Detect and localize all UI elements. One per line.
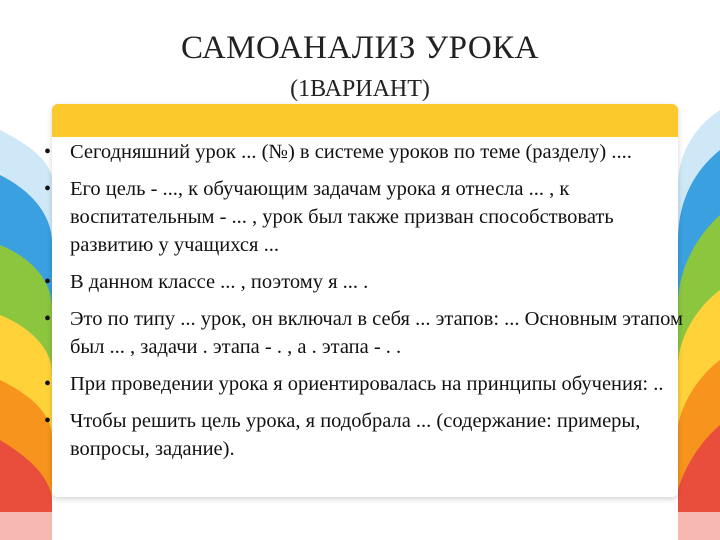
list-item-text: При проведении урока я ориентировалась на принципы обучения: .. bbox=[70, 373, 664, 395]
bullet-icon: • bbox=[44, 178, 52, 200]
bullet-icon: • bbox=[44, 308, 52, 330]
list-item-text: В данном классе ... , поэтому я ... . bbox=[70, 271, 369, 293]
list-item-text: Его цель - ..., к обучающим задачам урока я отнесла ... , к воспитательным - ... , урок был также призван способствовать развитию у учащихся ... bbox=[70, 178, 614, 256]
bullet-icon: • bbox=[44, 271, 52, 293]
list-item-text: Чтобы решить цель урока, я подобрала ... (содержание: примеры, вопросы, задание). bbox=[70, 410, 641, 460]
list-item bbox=[44, 268, 684, 296]
bullet-list bbox=[44, 138, 684, 472]
list-item bbox=[44, 175, 684, 259]
slide-title: САМОАНАЛИЗ УРОКА bbox=[180, 30, 539, 66]
list-item bbox=[44, 407, 684, 463]
card-header-bar bbox=[52, 104, 678, 137]
bullet-icon: • bbox=[44, 141, 52, 163]
bullet-icon: • bbox=[44, 373, 52, 395]
slide-subtitle: (1ВАРИАНТ) bbox=[290, 76, 430, 102]
list-item bbox=[44, 305, 684, 361]
list-item-text: Сегодняшний урок ... (№) в системе уроков по теме (разделу) .... bbox=[70, 141, 632, 163]
list-item bbox=[44, 370, 684, 398]
list-item bbox=[44, 138, 684, 166]
bullet-icon: • bbox=[44, 410, 52, 432]
list-item-text: Это по типу ... урок, он включал в себя ... этапов: ... Основным этапом был ... , задачи . этапа - . , а . этапа - . . bbox=[70, 308, 683, 358]
